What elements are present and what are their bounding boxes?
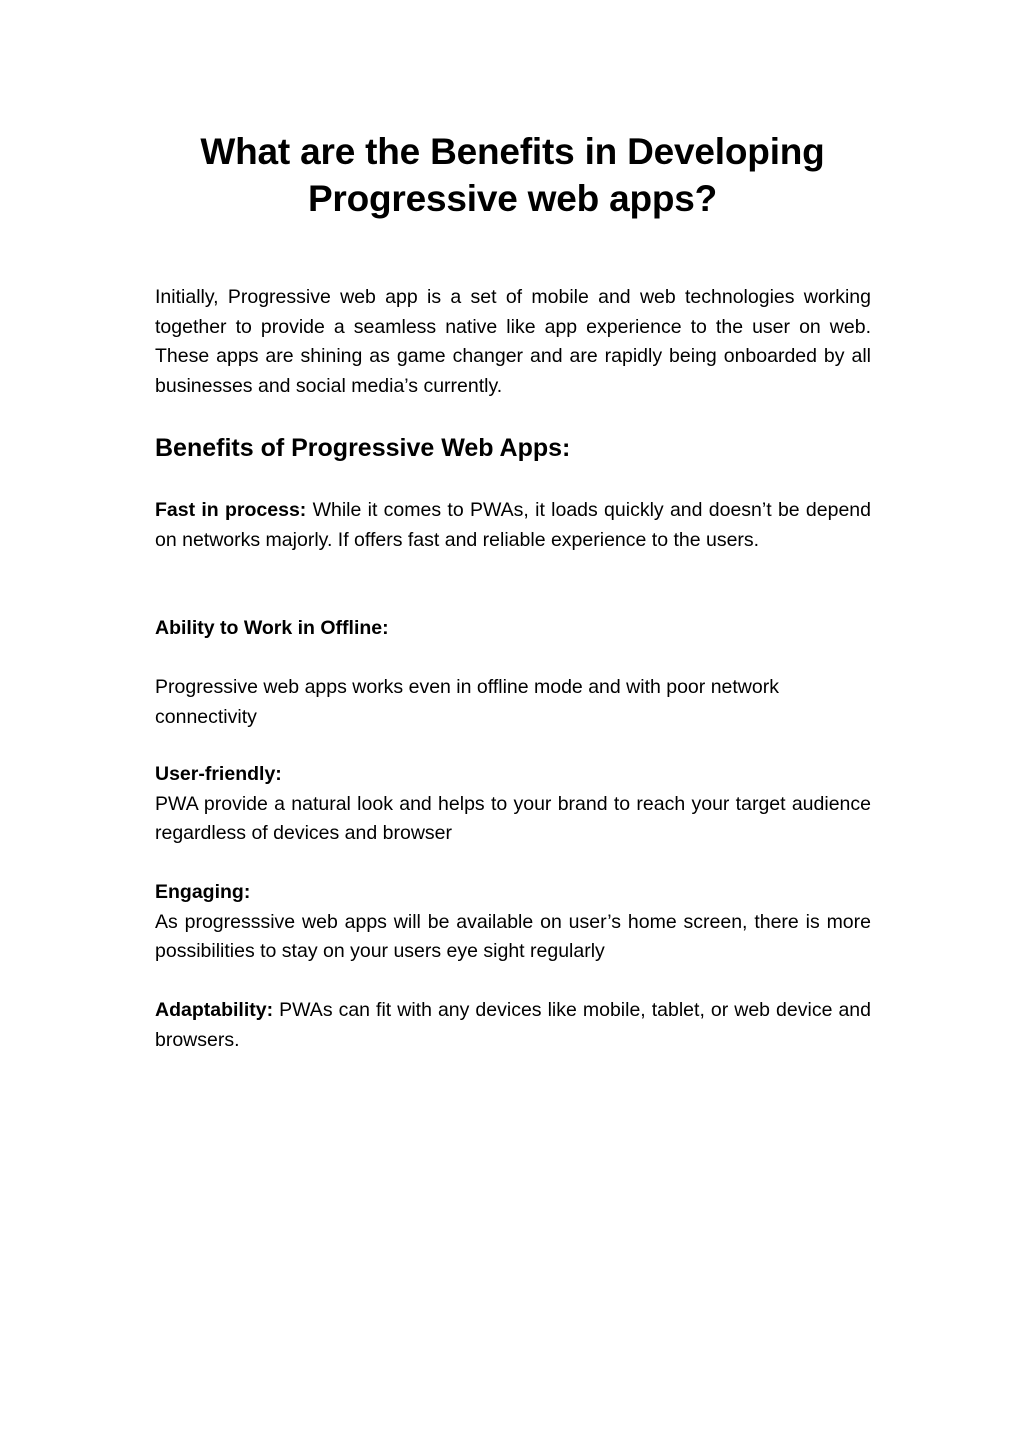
benefit-offline-label: Ability to Work in Offline: bbox=[155, 617, 389, 639]
benefit-offline-text: Progressive web apps works even in offline mode and with poor network connectivity bbox=[155, 676, 779, 728]
benefit-adaptability-label: Adaptability: bbox=[155, 999, 274, 1021]
intro-paragraph: Initially, Progressive web app is a set of mobile and web technologies working together to provide a seamless native like app experience to the user on web. These apps are shining as game changer and are rapidly being onboarded by all businesses and social media’s currently. bbox=[155, 286, 871, 397]
benefit-fast-label: Fast in process: bbox=[155, 499, 307, 521]
document-title bbox=[140, 128, 885, 222]
benefit-user-friendly-text: PWA provide a natural look and helps to your brand to reach your target audience regardless of devices and browser bbox=[155, 792, 871, 844]
benefits-heading: Benefits of Progressive Web Apps: bbox=[155, 434, 571, 462]
title-line-1: What are the Benefits in Developing bbox=[200, 131, 825, 172]
benefit-fast-text: While it comes to PWAs, it loads quickly and doesn’t be depend on networks majorly. If offers fast and reliable experience to the users. bbox=[155, 499, 871, 551]
benefit-engaging bbox=[155, 878, 871, 967]
benefit-engaging-text: As progresssive web apps will be available on user’s home screen, there is more possibilities to stay on your users eye sight regularly bbox=[155, 910, 871, 962]
benefit-user-friendly-label: User-friendly: bbox=[155, 763, 282, 785]
benefit-adaptability-text: PWAs can fit with any devices like mobile, tablet, or web device and browsers. bbox=[155, 999, 871, 1051]
benefit-engaging-label: Engaging: bbox=[155, 881, 251, 903]
benefit-user-friendly bbox=[155, 760, 871, 849]
benefit-fast-in-process bbox=[155, 496, 871, 555]
title-line-2: Progressive web apps? bbox=[307, 178, 718, 219]
benefit-adaptability bbox=[155, 996, 871, 1055]
